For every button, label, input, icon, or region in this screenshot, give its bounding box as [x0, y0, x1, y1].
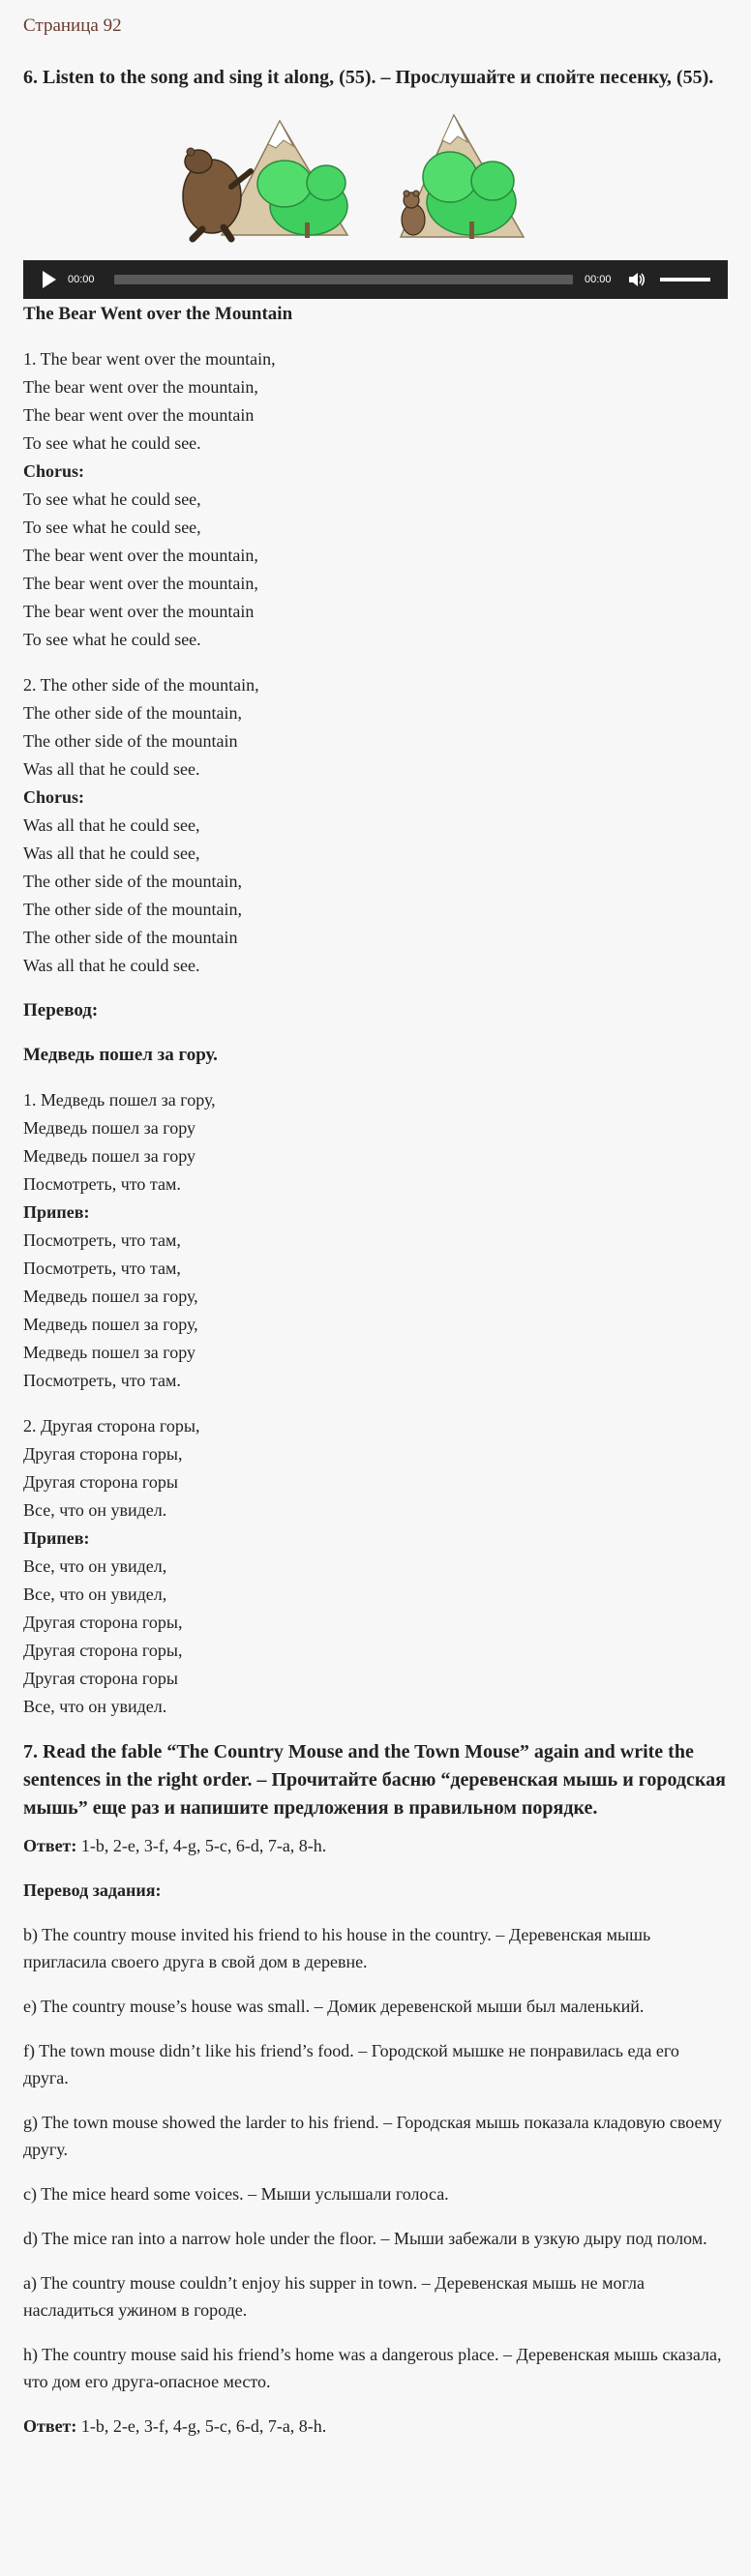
song-title: The Bear Went over the Mountain	[23, 304, 293, 324]
line: Медведь пошел за гору	[23, 1343, 195, 1362]
line: Посмотреть, что там,	[23, 1258, 181, 1278]
line: To see what he could see,	[23, 489, 201, 509]
line: Другая сторона горы,	[23, 1444, 183, 1464]
line: Другая сторона горы	[23, 1669, 178, 1688]
song-english-2	[23, 671, 728, 980]
line: Посмотреть, что там,	[23, 1230, 181, 1250]
sentence: c) The mice heard some voices. – Мыши услышали голоса.	[23, 2184, 449, 2204]
line: The bear went over the mountain,	[23, 377, 258, 397]
answer-label: Ответ:	[23, 1836, 77, 1855]
line: 1. Медведь пошел за гору,	[23, 1090, 216, 1110]
sentence: b) The country mouse invited his friend to his house in the country. – Деревенская мышь пригласила своего друга в свой дом в деревне.	[23, 1925, 651, 1971]
line: To see what he could see.	[23, 433, 201, 453]
line: Медведь пошел за гору	[23, 1146, 195, 1166]
line: Другая сторона горы,	[23, 1641, 183, 1660]
line: Посмотреть, что там.	[23, 1371, 181, 1390]
line: The other side of the mountain,	[23, 900, 242, 919]
sentence: h) The country mouse said his friend’s home was a dangerous place. – Деревенская мышь сказала, что дом его друга-опасное место.	[23, 2345, 722, 2391]
progress-slider[interactable]	[114, 275, 573, 284]
answer-text: 1-b, 2-e, 3-f, 4-g, 5-c, 6-d, 7-a, 8-h.	[80, 2416, 327, 2436]
chorus-label: Chorus:	[23, 787, 85, 807]
line: Все, что он увидел,	[23, 1556, 167, 1576]
translation-label: Перевод:	[23, 1000, 99, 1021]
chorus-label: Chorus:	[23, 461, 85, 481]
line: Все, что он увидел.	[23, 1500, 167, 1520]
audio-player	[23, 260, 728, 299]
task7-heading: 7. Read the fable “The Country Mouse and the Town Mouse” again and write the sentences in the right order. – Прочитайте басню “деревенская мышь и городская мышь” еще раз и напишите предложения в правильном порядке.	[23, 1741, 726, 1819]
chorus-label: Припев:	[23, 1528, 90, 1548]
song-russian-2	[23, 1412, 728, 1721]
play-icon[interactable]	[43, 271, 56, 288]
line: Другая сторона горы,	[23, 1613, 183, 1632]
line: The bear went over the mountain	[23, 405, 255, 425]
line: Медведь пошел за гору,	[23, 1287, 198, 1306]
line: Другая сторона горы	[23, 1472, 178, 1492]
chorus-label: Припев:	[23, 1202, 90, 1222]
translation-heading: Перевод задания:	[23, 1880, 162, 1900]
current-time: 00:00	[68, 274, 95, 285]
line: The other side of the mountain	[23, 731, 238, 751]
line: To see what he could see.	[23, 630, 201, 649]
line: Медведь пошел за гору,	[23, 1315, 198, 1334]
sentence: f) The town mouse didn’t like his friend’s food. – Городской мышке не понравилась еда его друга.	[23, 2041, 679, 2087]
bear-mountain-illustration	[164, 102, 570, 247]
line: Все, что он увидел,	[23, 1584, 167, 1604]
answer-text: 1-b, 2-e, 3-f, 4-g, 5-c, 6-d, 7-a, 8-h.	[80, 1836, 327, 1855]
answer	[23, 1832, 728, 1859]
line: The other side of the mountain,	[23, 872, 242, 891]
line: To see what he could see,	[23, 518, 201, 537]
sentence: g) The town mouse showed the larder to his friend. – Городская мышь показала кладовую своему другу.	[23, 2113, 722, 2159]
line: Was all that he could see,	[23, 844, 200, 863]
line: Все, что он увидел.	[23, 1697, 167, 1716]
line: The other side of the mountain	[23, 928, 238, 947]
total-time: 00:00	[585, 274, 612, 285]
line: Was all that he could see.	[23, 956, 200, 975]
song-russian	[23, 1086, 728, 1395]
line: The bear went over the mountain	[23, 602, 255, 621]
line: 1. The bear went over the mountain,	[23, 349, 276, 369]
line: The other side of the mountain,	[23, 703, 242, 723]
translation-title: Медведь пошел за гору.	[23, 1045, 218, 1065]
sentence: a) The country mouse couldn’t enjoy his supper in town. – Деревенская мышь не могла насладиться ужином в городе.	[23, 2273, 645, 2320]
line: Was all that he could see,	[23, 815, 200, 835]
line: Was all that he could see.	[23, 759, 200, 779]
answer-label: Ответ:	[23, 2416, 77, 2436]
final-answer	[23, 2413, 728, 2440]
line: The bear went over the mountain,	[23, 574, 258, 593]
song-english	[23, 345, 728, 654]
sentence: d) The mice ran into a narrow hole under the floor. – Мыши забежали в узкую дыру под полом.	[23, 2229, 707, 2248]
line: 2. Другая сторона горы,	[23, 1416, 200, 1436]
line: 2. The other side of the mountain,	[23, 675, 259, 695]
volume-slider[interactable]	[660, 278, 710, 281]
task6-heading: 6. Listen to the song and sing it along, (55). – Прослушайте и спойте песенку, (55).	[23, 67, 714, 88]
line: Посмотреть, что там.	[23, 1174, 181, 1194]
sentence: e) The country mouse’s house was small. – Домик деревенской мыши был маленький.	[23, 1997, 645, 2016]
line: Медведь пошел за гору	[23, 1118, 195, 1138]
volume-icon[interactable]	[627, 271, 646, 288]
line: The bear went over the mountain,	[23, 546, 258, 565]
page-number: Страница 92	[23, 15, 122, 36]
